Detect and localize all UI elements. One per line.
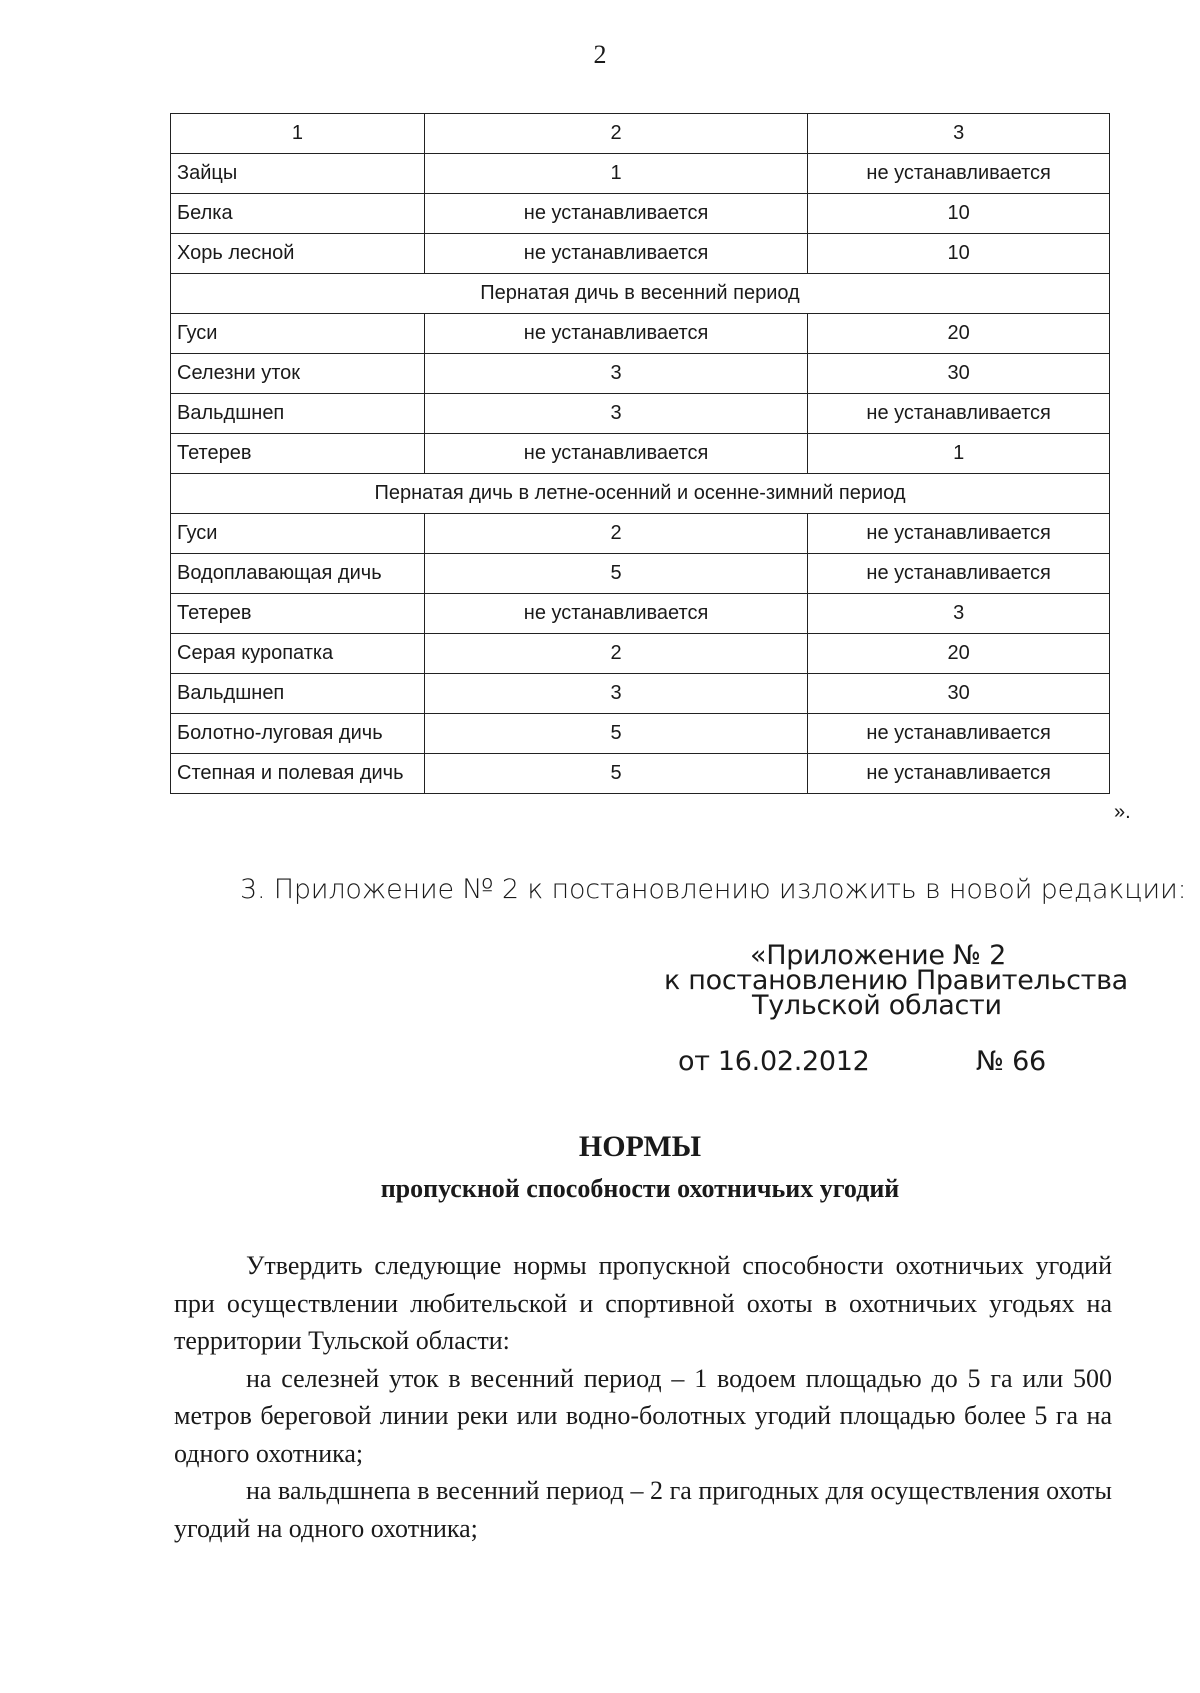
value-cell-col3: не устанавливается [808, 514, 1110, 554]
annex-line-3: Тульской области [752, 990, 1002, 1021]
value-cell-col3: 3 [808, 594, 1110, 634]
value-cell-col2: не устанавливается [424, 434, 808, 474]
value-cell-col3: 30 [808, 354, 1110, 394]
species-cell: Вальдшнеп [171, 674, 425, 714]
section-heading-spring: Пернатая дичь в весенний период [171, 274, 1110, 314]
table-row [171, 394, 1110, 434]
header-cell-1: 1 [171, 114, 425, 154]
table-row [171, 674, 1110, 714]
species-cell: Белка [171, 194, 425, 234]
value-cell-col3: 20 [808, 634, 1110, 674]
value-cell-col2: 5 [424, 754, 808, 794]
table-row [171, 514, 1110, 554]
annex-number: № 66 [976, 1046, 1046, 1077]
value-cell-col2: не устанавливается [424, 594, 808, 634]
section-heading-summer-autumn: Пернатая дичь в летне-осенний и осенне-зимний период [171, 474, 1110, 514]
paragraph: на вальдшнепа в весенний период – 2 га пригодных для осуществления охоты угодий на одного охотника; [174, 1476, 1112, 1543]
species-cell: Тетерев [171, 594, 425, 634]
value-cell-col2: 3 [424, 354, 808, 394]
table-header-row [171, 114, 1110, 154]
section-row-summer-autumn [171, 474, 1110, 514]
annex-line-1: «Приложение № 2 [750, 940, 1006, 971]
header-cell-3: 3 [808, 114, 1110, 154]
annex-line-2: к постановлению Правительства [664, 965, 1128, 996]
species-cell: Гуси [171, 514, 425, 554]
hunting-norms-table [170, 113, 1110, 794]
table-row [171, 354, 1110, 394]
value-cell-col2: 3 [424, 394, 808, 434]
table-row [171, 314, 1110, 354]
value-cell-col2: не устанавливается [424, 234, 808, 274]
species-cell: Степная и полевая дичь [171, 754, 425, 794]
species-cell: Хорь лесной [171, 234, 425, 274]
value-cell-col2: не устанавливается [424, 314, 808, 354]
table-row [171, 434, 1110, 474]
item-3-text: 3. Приложение № 2 к постановлению изложить в новой редакции: [240, 874, 1187, 905]
paragraph: Утвердить следующие нормы пропускной способности охотничьих угодий при осуществлении любительской и спортивной охоты в охотничьих угодьях на территории Тульской области: [174, 1251, 1112, 1355]
page-number: 2 [593, 40, 607, 69]
table-row [171, 754, 1110, 794]
value-cell-col3: 30 [808, 674, 1110, 714]
table-row [171, 634, 1110, 674]
value-cell-col2: 2 [424, 634, 808, 674]
table-row [171, 594, 1110, 634]
value-cell-col2: 5 [424, 554, 808, 594]
value-cell-col3: не устанавливается [808, 394, 1110, 434]
species-cell: Селезни уток [171, 354, 425, 394]
species-cell: Зайцы [171, 154, 425, 194]
value-cell-col2: не устанавливается [424, 194, 808, 234]
table-row [171, 554, 1110, 594]
species-cell: Водоплавающая дичь [171, 554, 425, 594]
value-cell-col2: 3 [424, 674, 808, 714]
value-cell-col3: не устанавливается [808, 154, 1110, 194]
document-subtitle: пропускной способности охотничьих угодий [380, 1174, 900, 1203]
value-cell-col3: 10 [808, 234, 1110, 274]
table-row [171, 154, 1110, 194]
paragraph: на селезней уток в весенний период – 1 водоем площадью до 5 га или 500 метров береговой линии реки или водно-болотных угодий площадью более 5 га на одного охотника; [174, 1363, 1112, 1468]
annex-date: от 16.02.2012 [678, 1046, 870, 1077]
section-row-spring [171, 274, 1110, 314]
table-row [171, 714, 1110, 754]
value-cell-col3: не устанавливается [808, 714, 1110, 754]
value-cell-col3: не устанавливается [808, 754, 1110, 794]
species-cell: Вальдшнеп [171, 394, 425, 434]
table-row [171, 194, 1110, 234]
body-text [174, 1247, 1112, 1547]
value-cell-col3: не устанавливается [808, 554, 1110, 594]
species-cell: Болотно-луговая дичь [171, 714, 425, 754]
table-closing-quote: ». [1114, 801, 1131, 823]
value-cell-col3: 1 [808, 434, 1110, 474]
value-cell-col2: 2 [424, 514, 808, 554]
value-cell-col2: 5 [424, 714, 808, 754]
document-title: НОРМЫ [578, 1130, 702, 1163]
header-cell-2: 2 [424, 114, 808, 154]
species-cell: Серая куропатка [171, 634, 425, 674]
species-cell: Тетерев [171, 434, 425, 474]
value-cell-col3: 20 [808, 314, 1110, 354]
species-cell: Гуси [171, 314, 425, 354]
table-row [171, 234, 1110, 274]
value-cell-col2: 1 [424, 154, 808, 194]
value-cell-col3: 10 [808, 194, 1110, 234]
